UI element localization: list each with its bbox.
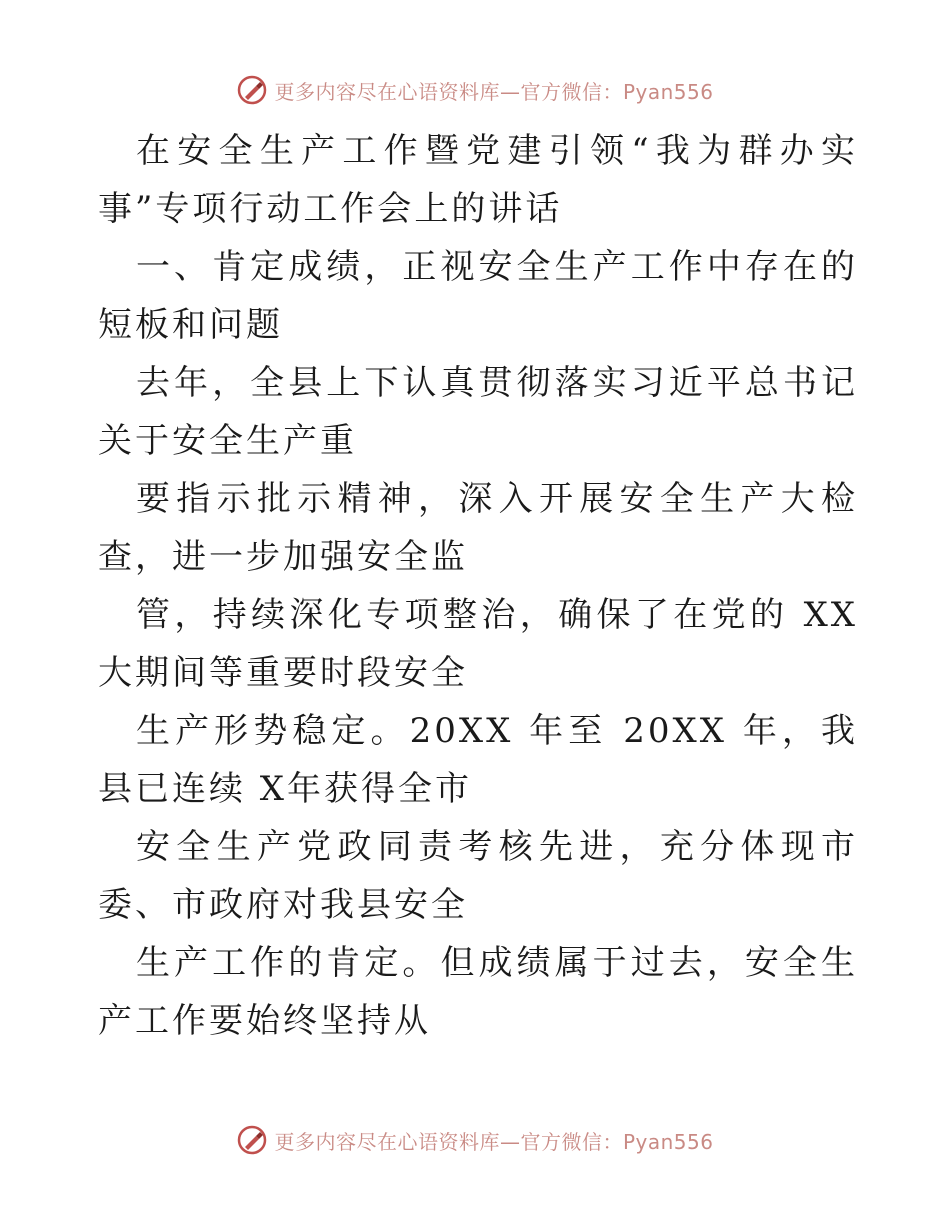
pen-nib-circle-icon <box>236 74 268 106</box>
watermark-text: 更多内容尽在心语资料库—官方微信：Pyan556 <box>274 1129 714 1154</box>
paragraph: 要指示批示精神，深入开展安全生产大检查，进一步加强安全监 <box>98 479 858 577</box>
paragraph: 去年，全县上下认真贯彻落实习近平总书记关于安全生产重 <box>98 363 858 461</box>
paragraph: 生产工作的肯定。但成绩属于过去，安全生产工作要始终坚持从 <box>98 943 858 1041</box>
document-body <box>98 122 858 1050</box>
watermark-text: 更多内容尽在心语资料库—官方微信：Pyan556 <box>274 79 714 104</box>
paragraph: 安全生产党政同责考核先进，充分体现市委、市政府对我县安全 <box>98 827 858 925</box>
paragraph: 管，持续深化专项整治，确保了在党的 XX 大期间等重要时段安全 <box>98 595 858 693</box>
pen-nib-circle-icon <box>236 1124 268 1156</box>
document-title: 在安全生产工作暨党建引领“我为群办实事”专项行动工作会上的讲话 <box>98 131 858 229</box>
watermark-header <box>0 74 950 106</box>
watermark-footer <box>0 1124 950 1156</box>
section-heading: 一、肯定成绩，正视安全生产工作中存在的短板和问题 <box>98 247 858 345</box>
paragraph: 生产形势稳定。20XX 年至 20XX 年，我县已连续 X年获得全市 <box>98 711 858 809</box>
